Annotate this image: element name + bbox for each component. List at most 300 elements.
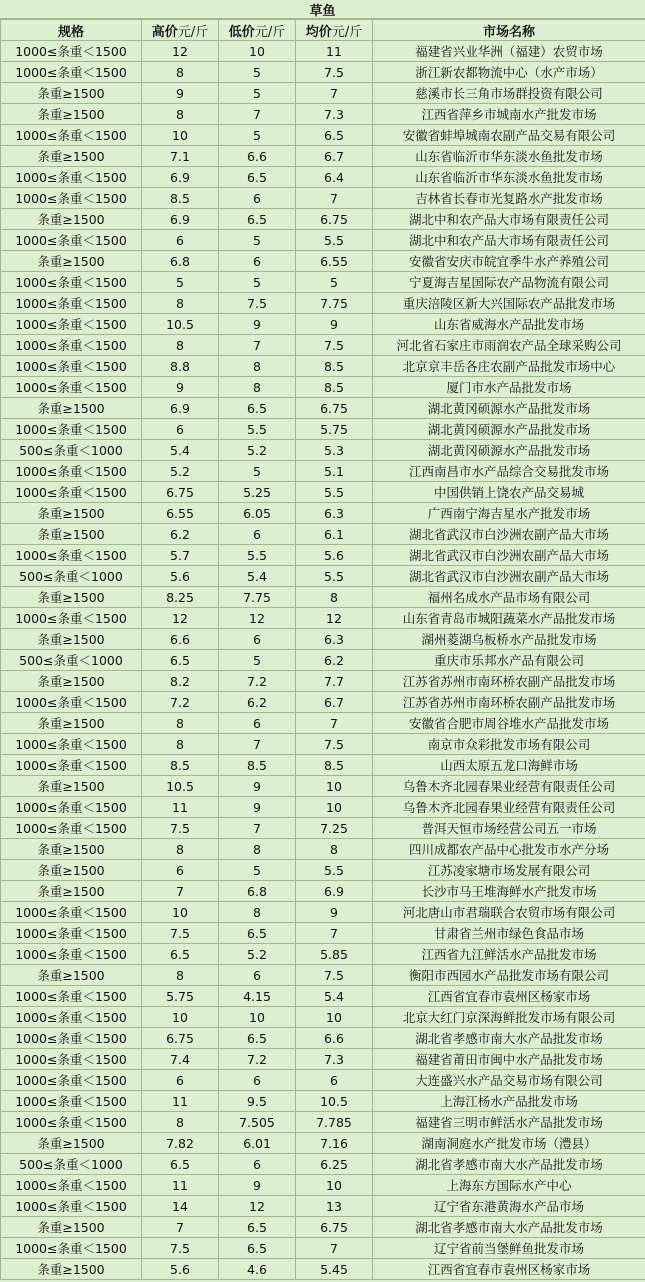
cell-market: 南京市众彩批发市场有限公司 <box>373 734 645 755</box>
cell-spec: 1000≤条重＜1500 <box>1 1238 142 1259</box>
cell-low: 7.2 <box>219 1049 296 1070</box>
cell-avg: 7.3 <box>296 1049 373 1070</box>
header-avg-label: 均价 <box>305 24 332 40</box>
cell-high: 6 <box>142 230 219 251</box>
cell-market: 河北唐山市君瑞联合农贸市场有限公司 <box>373 902 645 923</box>
header-market: 市场名称 <box>373 20 645 41</box>
cell-avg: 6.25 <box>296 1154 373 1175</box>
cell-spec: 条重≥1500 <box>1 251 142 272</box>
cell-market: 慈溪市长三角市场群投资有限公司 <box>373 83 645 104</box>
cell-avg: 6.4 <box>296 167 373 188</box>
cell-avg: 7.5 <box>296 335 373 356</box>
cell-high: 7.5 <box>142 818 219 839</box>
table-row <box>1 1112 645 1133</box>
cell-spec: 500≤条重＜1000 <box>1 1154 142 1175</box>
header-low-label: 低价 <box>228 24 255 40</box>
cell-low: 8 <box>219 902 296 923</box>
cell-market: 湖北省武汉市白沙洲农副产品大市场 <box>373 524 645 545</box>
cell-market: 湖北省武汉市白沙洲农副产品大市场 <box>373 566 645 587</box>
cell-avg: 6.3 <box>296 629 373 650</box>
cell-low: 9 <box>219 776 296 797</box>
cell-market: 福州名成水产品市场有限公司 <box>373 587 645 608</box>
cell-avg: 7.5 <box>296 734 373 755</box>
cell-avg: 9 <box>296 314 373 335</box>
cell-low: 5 <box>219 83 296 104</box>
table-row <box>1 230 645 251</box>
cell-low: 9 <box>219 1175 296 1196</box>
cell-spec: 条重≥1500 <box>1 83 142 104</box>
cell-spec: 条重≥1500 <box>1 1217 142 1238</box>
cell-spec: 1000≤条重＜1500 <box>1 482 142 503</box>
cell-spec: 条重≥1500 <box>1 629 142 650</box>
cell-spec: 1000≤条重＜1500 <box>1 1112 142 1133</box>
header-low-unit: 元/斤 <box>254 24 286 40</box>
table-row <box>1 1091 645 1112</box>
cell-spec: 1000≤条重＜1500 <box>1 62 142 83</box>
table-row <box>1 1070 645 1091</box>
cell-high: 6 <box>142 419 219 440</box>
cell-market: 乌鲁木齐北园春果业经营有限责任公司 <box>373 776 645 797</box>
cell-market: 上海东方国际水产中心 <box>373 1175 645 1196</box>
cell-market: 江西省宜春市袁州区杨家市场 <box>373 1259 645 1280</box>
cell-spec: 1000≤条重＜1500 <box>1 419 142 440</box>
cell-low: 12 <box>219 608 296 629</box>
table-row <box>1 545 645 566</box>
cell-market: 湖州菱湖乌板桥水产品批发市场 <box>373 629 645 650</box>
cell-spec: 条重≥1500 <box>1 146 142 167</box>
table-row <box>1 713 645 734</box>
cell-market: 江西南昌市水产品综合交易批发市场 <box>373 461 645 482</box>
cell-low: 7 <box>219 335 296 356</box>
cell-low: 6.5 <box>219 1028 296 1049</box>
cell-low: 6.05 <box>219 503 296 524</box>
cell-low: 5 <box>219 461 296 482</box>
cell-spec: 条重≥1500 <box>1 524 142 545</box>
cell-avg: 5.45 <box>296 1259 373 1280</box>
cell-spec: 1000≤条重＜1500 <box>1 230 142 251</box>
cell-high: 7 <box>142 1217 219 1238</box>
cell-low: 7 <box>219 734 296 755</box>
cell-low: 7.505 <box>219 1112 296 1133</box>
cell-spec: 1000≤条重＜1500 <box>1 272 142 293</box>
cell-market: 辽宁省东港黄海水产品市场 <box>373 1196 645 1217</box>
cell-avg: 7 <box>296 923 373 944</box>
table-row <box>1 482 645 503</box>
header-high <box>142 20 219 41</box>
header-high-label: 高价 <box>151 24 178 40</box>
table-row <box>1 1049 645 1070</box>
cell-market: 重庆涪陵区新大兴国际农产品批发市场 <box>373 293 645 314</box>
table-row <box>1 944 645 965</box>
cell-high: 6.9 <box>142 167 219 188</box>
cell-spec: 条重≥1500 <box>1 1259 142 1280</box>
table-row <box>1 1028 645 1049</box>
table-row <box>1 902 645 923</box>
cell-low: 5 <box>219 230 296 251</box>
cell-high: 8.5 <box>142 755 219 776</box>
cell-market: 湖北省孝感市南大水产品批发市场 <box>373 1217 645 1238</box>
cell-market: 福建省三明市鲜活水产品批发市场 <box>373 1112 645 1133</box>
cell-avg: 8 <box>296 587 373 608</box>
cell-market: 湖北省孝感市南大水产品批发市场 <box>373 1028 645 1049</box>
table-row <box>1 1133 645 1154</box>
cell-low: 6.5 <box>219 1217 296 1238</box>
cell-spec: 1000≤条重＜1500 <box>1 1028 142 1049</box>
cell-low: 6.5 <box>219 167 296 188</box>
cell-market: 江苏省苏州市南环桥农副产品批发市场 <box>373 671 645 692</box>
cell-high: 5 <box>142 272 219 293</box>
cell-low: 9.5 <box>219 1091 296 1112</box>
cell-market: 江苏凌家塘市场发展有限公司 <box>373 860 645 881</box>
cell-low: 8 <box>219 839 296 860</box>
header-high-unit: 元/斤 <box>177 24 209 40</box>
cell-high: 6 <box>142 1070 219 1091</box>
cell-avg: 8.5 <box>296 356 373 377</box>
cell-low: 9 <box>219 797 296 818</box>
cell-low: 7 <box>219 818 296 839</box>
cell-avg: 7 <box>296 1238 373 1259</box>
cell-avg: 5.85 <box>296 944 373 965</box>
cell-low: 4.6 <box>219 1259 296 1280</box>
cell-market: 湖北中和农产品大市场有限责任公司 <box>373 230 645 251</box>
cell-avg: 10 <box>296 776 373 797</box>
cell-spec: 1000≤条重＜1500 <box>1 125 142 146</box>
cell-avg: 6.75 <box>296 398 373 419</box>
table-row <box>1 797 645 818</box>
cell-low: 8.5 <box>219 755 296 776</box>
cell-high: 7.5 <box>142 1238 219 1259</box>
cell-avg: 10.5 <box>296 1091 373 1112</box>
cell-high: 6.75 <box>142 1028 219 1049</box>
cell-avg: 7 <box>296 83 373 104</box>
cell-avg: 8 <box>296 839 373 860</box>
cell-avg: 6.1 <box>296 524 373 545</box>
table-row <box>1 293 645 314</box>
cell-low: 10 <box>219 41 296 62</box>
cell-market: 山东省临沂市华东淡水鱼批发市场 <box>373 146 645 167</box>
cell-avg: 6.9 <box>296 881 373 902</box>
table-row <box>1 1154 645 1175</box>
table-row <box>1 188 645 209</box>
cell-low: 5.2 <box>219 440 296 461</box>
cell-high: 7.5 <box>142 923 219 944</box>
cell-high: 10 <box>142 902 219 923</box>
cell-low: 6.5 <box>219 398 296 419</box>
table-row <box>1 167 645 188</box>
cell-low: 8 <box>219 377 296 398</box>
cell-market: 湖北省孝感市南大水产品批发市场 <box>373 1154 645 1175</box>
cell-spec: 500≤条重＜1000 <box>1 440 142 461</box>
cell-market: 中国供销上饶农产品交易城 <box>373 482 645 503</box>
cell-high: 6.75 <box>142 482 219 503</box>
cell-spec: 条重≥1500 <box>1 965 142 986</box>
cell-market: 重庆市乐邦水产品有限公司 <box>373 650 645 671</box>
table-row <box>1 839 645 860</box>
cell-spec: 1000≤条重＜1500 <box>1 461 142 482</box>
cell-low: 12 <box>219 1196 296 1217</box>
table-row <box>1 1175 645 1196</box>
cell-spec: 条重≥1500 <box>1 398 142 419</box>
cell-high: 6.5 <box>142 650 219 671</box>
cell-spec: 500≤条重＜1000 <box>1 650 142 671</box>
cell-low: 5.4 <box>219 566 296 587</box>
price-table <box>0 19 645 1280</box>
cell-high: 8.2 <box>142 671 219 692</box>
cell-market: 安徽省合肥市周谷堆水产品批发市场 <box>373 713 645 734</box>
cell-market: 辽宁省前当堡鲜鱼批发市场 <box>373 1238 645 1259</box>
cell-high: 6.5 <box>142 944 219 965</box>
cell-spec: 1000≤条重＜1500 <box>1 167 142 188</box>
cell-low: 6 <box>219 629 296 650</box>
cell-high: 8 <box>142 104 219 125</box>
cell-avg: 10 <box>296 797 373 818</box>
cell-high: 8.8 <box>142 356 219 377</box>
cell-market: 大连盛兴水产品交易市场有限公司 <box>373 1070 645 1091</box>
cell-low: 7.5 <box>219 293 296 314</box>
cell-avg: 6.7 <box>296 692 373 713</box>
cell-spec: 1000≤条重＜1500 <box>1 902 142 923</box>
cell-market: 宁夏海吉星国际农产品物流有限公司 <box>373 272 645 293</box>
cell-market: 湖北省武汉市白沙洲农副产品大市场 <box>373 545 645 566</box>
cell-market: 河北省石家庄市雨润农产品全球采购公司 <box>373 335 645 356</box>
cell-market: 山东省青岛市城阳蔬菜水产品批发市场 <box>373 608 645 629</box>
cell-spec: 1000≤条重＜1500 <box>1 1049 142 1070</box>
table-row <box>1 566 645 587</box>
cell-high: 10.5 <box>142 314 219 335</box>
cell-spec: 1000≤条重＜1500 <box>1 608 142 629</box>
cell-low: 5.5 <box>219 419 296 440</box>
cell-avg: 13 <box>296 1196 373 1217</box>
cell-low: 6 <box>219 188 296 209</box>
cell-avg: 5.5 <box>296 230 373 251</box>
table-row <box>1 755 645 776</box>
cell-market: 福建省莆田市闽中水产品批发市场 <box>373 1049 645 1070</box>
cell-avg: 7.16 <box>296 1133 373 1154</box>
cell-high: 12 <box>142 608 219 629</box>
cell-avg: 8.5 <box>296 755 373 776</box>
cell-spec: 1000≤条重＜1500 <box>1 188 142 209</box>
table-row <box>1 314 645 335</box>
cell-high: 6.9 <box>142 209 219 230</box>
cell-market: 江西省宜春市袁州区杨家市场 <box>373 986 645 1007</box>
cell-high: 9 <box>142 83 219 104</box>
cell-high: 10 <box>142 1007 219 1028</box>
cell-spec: 1000≤条重＜1500 <box>1 755 142 776</box>
table-row <box>1 356 645 377</box>
cell-spec: 1000≤条重＜1500 <box>1 923 142 944</box>
cell-avg: 5.75 <box>296 419 373 440</box>
cell-market: 北京大红门京深海鲜批发市场有限公司 <box>373 1007 645 1028</box>
cell-high: 6 <box>142 860 219 881</box>
cell-market: 江苏省苏州市南环桥农副产品批发市场 <box>373 692 645 713</box>
cell-avg: 6.55 <box>296 251 373 272</box>
cell-high: 8 <box>142 839 219 860</box>
table-row <box>1 986 645 1007</box>
cell-spec: 1000≤条重＜1500 <box>1 734 142 755</box>
cell-market: 北京京丰岳各庄农副产品批发市场中心 <box>373 356 645 377</box>
cell-market: 湖南洞庭水产批发市场（澧县） <box>373 1133 645 1154</box>
cell-avg: 9 <box>296 902 373 923</box>
cell-high: 5.75 <box>142 986 219 1007</box>
table-row <box>1 587 645 608</box>
cell-low: 5 <box>219 125 296 146</box>
cell-spec: 1000≤条重＜1500 <box>1 41 142 62</box>
cell-high: 7 <box>142 881 219 902</box>
cell-avg: 5.1 <box>296 461 373 482</box>
cell-high: 6.6 <box>142 629 219 650</box>
cell-low: 6.5 <box>219 1238 296 1259</box>
cell-high: 6.2 <box>142 524 219 545</box>
header-row <box>1 20 645 41</box>
cell-low: 6.8 <box>219 881 296 902</box>
table-row <box>1 860 645 881</box>
cell-avg: 6.7 <box>296 146 373 167</box>
cell-high: 11 <box>142 797 219 818</box>
cell-spec: 条重≥1500 <box>1 1133 142 1154</box>
cell-spec: 条重≥1500 <box>1 503 142 524</box>
cell-high: 11 <box>142 1091 219 1112</box>
cell-high: 8 <box>142 713 219 734</box>
cell-low: 5.5 <box>219 545 296 566</box>
cell-spec: 1000≤条重＜1500 <box>1 797 142 818</box>
cell-market: 甘肃省兰州市绿色食品市场 <box>373 923 645 944</box>
cell-spec: 1000≤条重＜1500 <box>1 986 142 1007</box>
cell-high: 9 <box>142 377 219 398</box>
cell-spec: 条重≥1500 <box>1 671 142 692</box>
table-row <box>1 1259 645 1280</box>
cell-spec: 1000≤条重＜1500 <box>1 545 142 566</box>
cell-high: 7.4 <box>142 1049 219 1070</box>
cell-low: 6 <box>219 1154 296 1175</box>
cell-market: 普洱天恒市场经营公司五一市场 <box>373 818 645 839</box>
table-row <box>1 440 645 461</box>
cell-spec: 条重≥1500 <box>1 104 142 125</box>
table-row <box>1 965 645 986</box>
cell-avg: 6.75 <box>296 209 373 230</box>
table-row <box>1 671 645 692</box>
header-avg <box>296 20 373 41</box>
cell-low: 6 <box>219 1070 296 1091</box>
table-row <box>1 83 645 104</box>
table-row <box>1 818 645 839</box>
cell-spec: 1000≤条重＜1500 <box>1 356 142 377</box>
cell-high: 8 <box>142 62 219 83</box>
table-row <box>1 608 645 629</box>
header-spec: 规格 <box>1 20 142 41</box>
cell-high: 5.4 <box>142 440 219 461</box>
cell-spec: 条重≥1500 <box>1 860 142 881</box>
cell-high: 8 <box>142 293 219 314</box>
cell-avg: 7.5 <box>296 965 373 986</box>
cell-spec: 1000≤条重＜1500 <box>1 692 142 713</box>
cell-spec: 1000≤条重＜1500 <box>1 818 142 839</box>
cell-high: 8 <box>142 335 219 356</box>
cell-avg: 7.75 <box>296 293 373 314</box>
cell-market: 山东省临沂市华东淡水鱼批发市场 <box>373 167 645 188</box>
header-avg-unit: 元/斤 <box>331 24 363 40</box>
cell-low: 5 <box>219 62 296 83</box>
table-row <box>1 335 645 356</box>
cell-low: 5 <box>219 650 296 671</box>
cell-market: 衡阳市西园水产品批发市场有限公司 <box>373 965 645 986</box>
cell-spec: 1000≤条重＜1500 <box>1 377 142 398</box>
cell-avg: 6.5 <box>296 125 373 146</box>
cell-avg: 7 <box>296 713 373 734</box>
cell-low: 10 <box>219 1007 296 1028</box>
table-row <box>1 104 645 125</box>
cell-avg: 6.6 <box>296 1028 373 1049</box>
cell-avg: 7.3 <box>296 104 373 125</box>
cell-market: 上海江杨水产品批发市场 <box>373 1091 645 1112</box>
cell-spec: 500≤条重＜1000 <box>1 566 142 587</box>
cell-avg: 6.75 <box>296 1217 373 1238</box>
cell-low: 8 <box>219 356 296 377</box>
cell-high: 6.5 <box>142 1154 219 1175</box>
cell-market: 浙江新农都物流中心（水产市场） <box>373 62 645 83</box>
cell-avg: 11 <box>296 41 373 62</box>
cell-low: 6.5 <box>219 209 296 230</box>
cell-spec: 条重≥1500 <box>1 776 142 797</box>
cell-market: 安徽省安庆市皖宜季牛水产养殖公司 <box>373 251 645 272</box>
table-row <box>1 1217 645 1238</box>
table-row <box>1 251 645 272</box>
cell-market: 江西省萍乡市城南水产批发市场 <box>373 104 645 125</box>
cell-market: 湖北黄冈硕源水产品批发市场 <box>373 398 645 419</box>
cell-low: 6.5 <box>219 923 296 944</box>
cell-high: 14 <box>142 1196 219 1217</box>
table-row <box>1 41 645 62</box>
table-row <box>1 503 645 524</box>
cell-avg: 7.7 <box>296 671 373 692</box>
cell-low: 6 <box>219 251 296 272</box>
table-row <box>1 419 645 440</box>
cell-low: 6.2 <box>219 692 296 713</box>
cell-spec: 条重≥1500 <box>1 209 142 230</box>
cell-avg: 5.3 <box>296 440 373 461</box>
cell-low: 7.75 <box>219 587 296 608</box>
cell-low: 6.6 <box>219 146 296 167</box>
table-row <box>1 629 645 650</box>
cell-avg: 5.5 <box>296 482 373 503</box>
cell-low: 5 <box>219 272 296 293</box>
cell-avg: 5.5 <box>296 566 373 587</box>
cell-avg: 10 <box>296 1175 373 1196</box>
cell-market: 江西省九江鲜活水产品批发市场 <box>373 944 645 965</box>
table-row <box>1 776 645 797</box>
cell-high: 5.6 <box>142 566 219 587</box>
cell-spec: 1000≤条重＜1500 <box>1 314 142 335</box>
cell-high: 10.5 <box>142 776 219 797</box>
cell-market: 吉林省长春市光复路水产批发市场 <box>373 188 645 209</box>
cell-market: 安徽省蚌埠城南农副产品交易有限公司 <box>373 125 645 146</box>
cell-high: 11 <box>142 1175 219 1196</box>
cell-avg: 6.3 <box>296 503 373 524</box>
cell-avg: 6 <box>296 1070 373 1091</box>
table-row <box>1 923 645 944</box>
table-row <box>1 272 645 293</box>
cell-low: 6.01 <box>219 1133 296 1154</box>
cell-low: 7 <box>219 104 296 125</box>
cell-high: 5.2 <box>142 461 219 482</box>
cell-high: 7.1 <box>142 146 219 167</box>
table-row <box>1 125 645 146</box>
table-row <box>1 377 645 398</box>
cell-high: 6.55 <box>142 503 219 524</box>
cell-spec: 1000≤条重＜1500 <box>1 944 142 965</box>
cell-market: 山东省威海水产品批发市场 <box>373 314 645 335</box>
cell-avg: 7.5 <box>296 62 373 83</box>
cell-market: 湖北中和农产品大市场有限责任公司 <box>373 209 645 230</box>
